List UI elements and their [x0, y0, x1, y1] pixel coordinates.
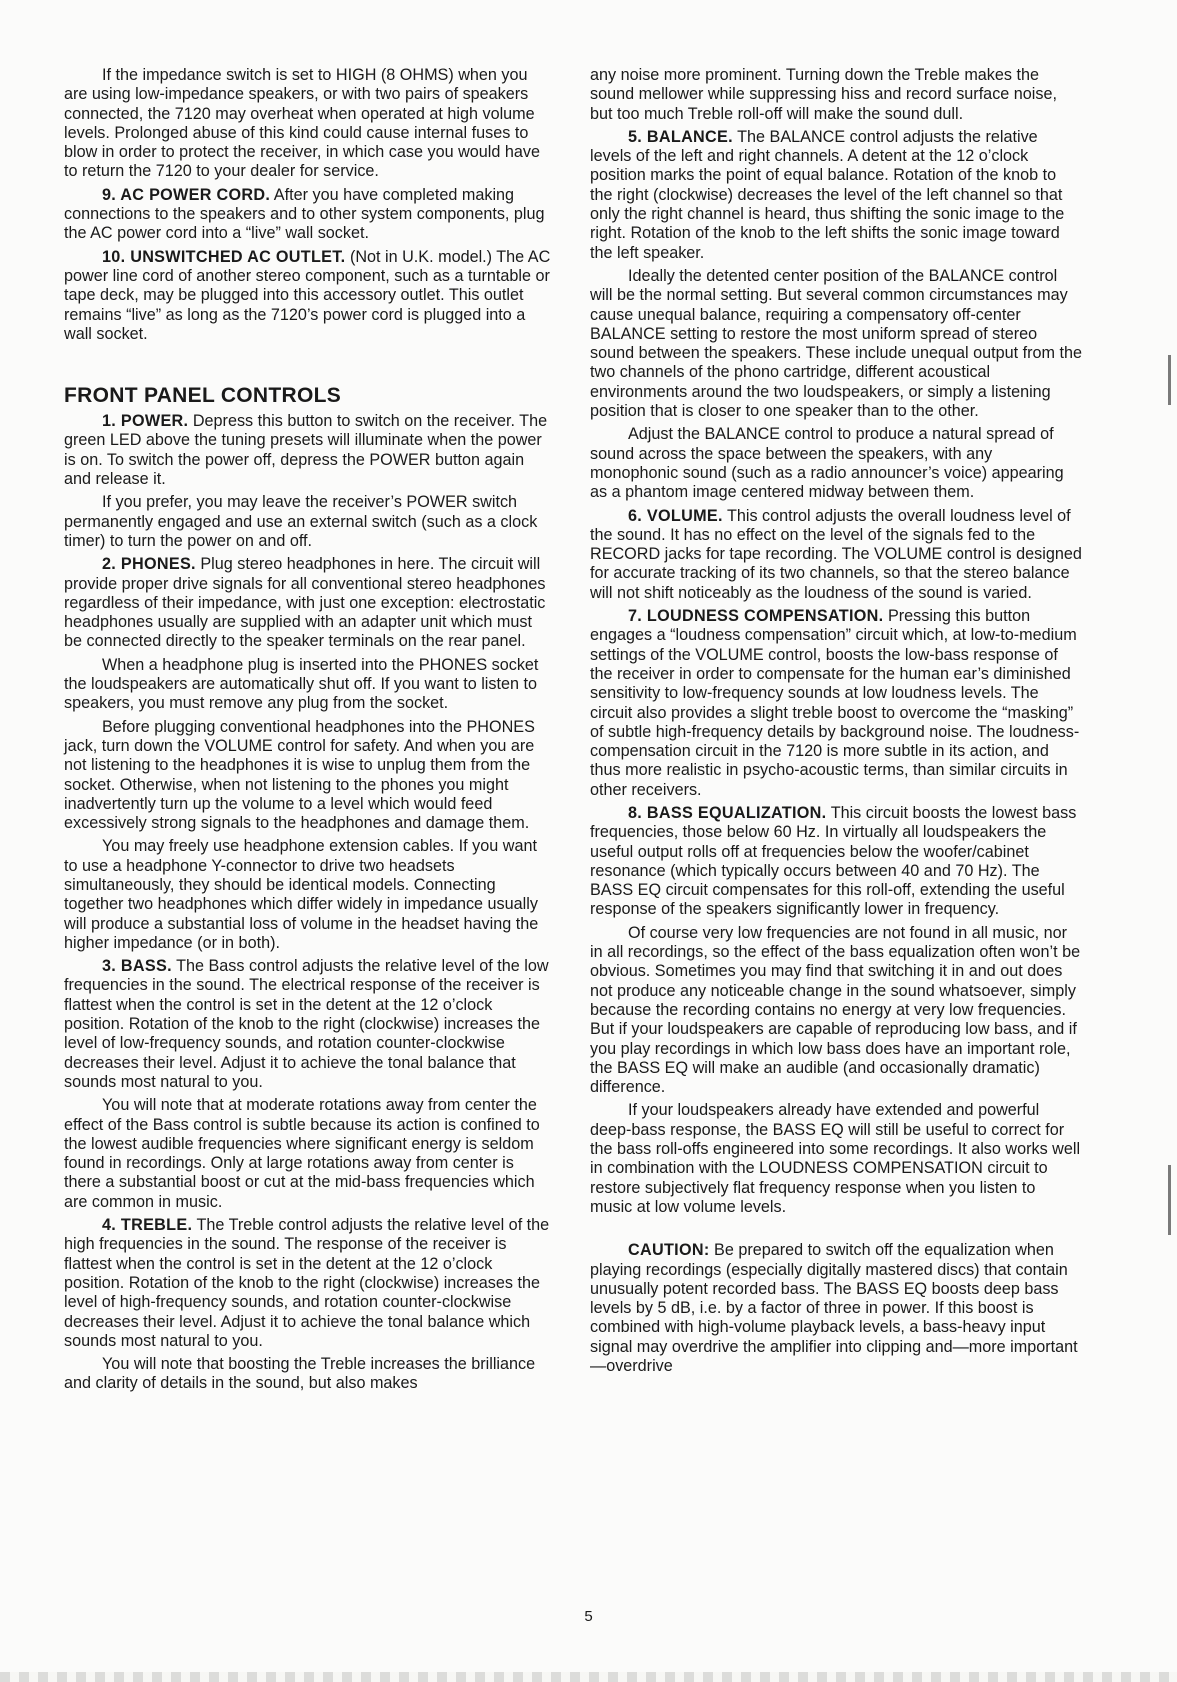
item-1-lead: 1. POWER. [102, 412, 189, 431]
paragraph-power-b: If you prefer, you may leave the receiver’s POWER switch permanently engaged and use an external switch (such as a clock timer) to turn the power on and off. [64, 493, 538, 550]
scan-bottom-strip [0, 1672, 1177, 1682]
paragraph-phones-d: You may freely use headphone extension cables. If you want to use a headphone Y-connector to drive two headsets simultaneously, they should be identical models. Connecting together two headphones which differ widely in impedance usually will produce a substantial loss of volume in the headset having the higher impedance (or in both). [64, 837, 539, 952]
paragraph-balance: 5. BALANCE. The BALANCE control adjusts the relative levels of the left and right channels. A detent at the 12 o’clock position marks the point of equal balance. Rotation of the knob to the right (clockwise) decreases the level of the left channel so that only the right channel is heard, thus shifting the sonic image to the right. Rotation of the knob to the left shifts the sonic image toward the left speaker. [590, 127, 1065, 262]
paragraph-impedance: If the impedance switch is set to HIGH (8 OHMS) when you are using low-impedance speakers, or with two pairs of speakers connected, the 7120 may overheat when operated at high volume levels. Prolonged abuse of this kind could cause internal fuses to blow in order to protect the receiver, in which case you would have to return the 7120 to your dealer for service. [64, 66, 540, 181]
paragraph-bass-eq: 8. BASS EQUALIZATION. This circuit boosts the lowest bass frequencies, those below 60 Hz. In virtually all loudspeakers the useful output rolls off at frequencies below the woofer/cabinet resonance (which typically occurs between 40 and 70 Hz). The BASS EQ circuit compensates for this roll-off, extending the useful response of the speakers significantly lower in frequency. [590, 803, 1077, 919]
item-2-lead: 2. PHONES. [102, 555, 196, 574]
paragraph-bass-eq-c: If your loudspeakers already have extended and powerful deep-bass response, the BASS EQ will still be useful to correct for the bass roll-offs engineered into some recordings. It also works well in combination with the LOUDNESS COMPENSATION circuit to restore subjectively flat frequency response when you listen to music at low volume levels. [590, 1101, 1081, 1216]
paragraph-ac-power-cord: 9. AC POWER CORD. After you have completed making connections to the speakers and to other system components, plug the AC power cord into a “live” wall socket. [64, 185, 545, 243]
paragraph-treble-b: You will note that boosting the Treble increases the brilliance and clarity of details in the sound, but also makes [64, 1355, 536, 1393]
item-6-lead: 6. VOLUME. [628, 506, 723, 525]
item-8-lead: 8. BASS EQUALIZATION. [628, 803, 827, 822]
paragraph-bass-b: You will note that at moderate rotations away from center the effect of the Bass control is subtle because its action is confined to the lowest audible frequencies where significant energy is seldom found in recordings. Only at large rotations away from center is there a substantial boost or cut at the mid-bass frequencies which are common in music. [64, 1096, 540, 1211]
paragraph-power: 1. POWER. Depress this button to switch on the receiver. The green LED above the tuning presets will illuminate when the power is on. To switch the power off, depress the POWER button again and release it. [64, 412, 548, 489]
paragraph-balance-c: Adjust the BALANCE control to produce a natural spread of sound across the space between the speakers, with any monophonic sound (such as a radio announcer’s voice) appearing as a phantom image centered midway between them. [590, 425, 1064, 502]
scan-edge-mark [1168, 1165, 1171, 1235]
paragraph-phones-b: When a headphone plug is inserted into the PHONES socket the loudspeakers are automatically shut off. If you want to listen to speakers, you must remove any plug from the socket. [64, 655, 539, 713]
paragraph-phones-c: Before plugging conventional headphones into the PHONES jack, turn down the VOLUME control for safety. And when you are not listening to the headphones it is wise to unplug them from the socket. Otherwise, when not listening to the phones you might inadvertently turn up the volume to a level which would feed excessively strong signals to the headphones and damage them. [64, 717, 535, 833]
item-5-lead: 5. BALANCE. [628, 127, 733, 146]
item-9-lead: 9. AC POWER CORD. [102, 185, 271, 204]
right-column [590, 66, 1082, 1376]
item-10-lead: 10. UNSWITCHED AC OUTLET. [102, 247, 346, 266]
paragraph-balance-b: Ideally the detented center position of the BALANCE control will be the normal setting. But several common circumstances may cause unequal balance, requiring a compensatory off-center BALANCE setting to restore the most uniform spread of stereo sound between the speakers. These include unequal output from the two channels of the phono cartridge, different acoustical environments around the two loudspeakers, or simply a listening position that is closer to one speaker than to the other. [590, 266, 1082, 421]
paragraph-treble-c: any noise more prominent. Turning down the Treble makes the sound mellower while suppressing hiss and record surface noise, but too much Treble roll-off will make the sound dull. [590, 66, 1057, 123]
page-number: 5 [584, 1608, 593, 1625]
caution-lead: CAUTION: [628, 1241, 710, 1260]
paragraph-loudness: 7. LOUDNESS COMPENSATION. Pressing this button engages a “loudness compensation” circuit which, at low-to-medium settings of the VOLUME control, boosts the low-bass response of the receiver in order to compensate for the human ear’s diminished sensitivity to low-frequency sounds at low loudness levels. The circuit also provides a slight treble boost to overcome the “masking” of subtle high-frequency details by background noise. The loudness-compensation circuit in the 7120 is more subtle in its action, and thus more realistic in psycho-acoustic terms, than similar circuits in other receivers. [590, 607, 1080, 799]
paragraph-phones: 2. PHONES. Plug stereo headphones in here. The circuit will provide proper drive signals for all conventional stereo headphones regardless of their impedance, with just one exception: electrostatic headphones usually are supplied with an adapter unit which must be connected directly to the speaker terminals on the rear panel. [64, 555, 546, 651]
paragraph-volume: 6. VOLUME. This control adjusts the overall loudness level of the sound. It has no effect on the level of the signals fed to the RECORD jacks for tape recording. The VOLUME control is designed for accurate tracking of its two channels, so that the stereo balance will not shift noticeably as the loudness of the sound is varied. [590, 506, 1082, 602]
item-4-lead: 4. TREBLE. [102, 1216, 193, 1235]
scan-edge-mark [1168, 355, 1171, 405]
item-3-lead: 3. BASS. [102, 957, 172, 976]
section-heading: FRONT PANEL CONTROLS [64, 384, 342, 408]
paragraph-treble: 4. TREBLE. The Treble control adjusts the relative level of the high frequencies in the sound. The response of the receiver is flattest when the control is set in the detent at the 12 o’clock position. Rotation of the knob to the right (clockwise) increases the level of high-frequency sounds, and rotation counter-clockwise decreases their level. Adjust it to achieve the tonal balance which sounds most natural to you. [64, 1216, 550, 1350]
left-column [64, 66, 554, 1394]
paragraph-bass: 3. BASS. The Bass control adjusts the relative level of the low frequencies in the sound. The electrical response of the receiver is flattest when the control is set in the detent at the 12 o’clock position. Rotation of the knob to the right (clockwise) increases the level of low-frequency sounds, and rotation counter-clockwise decreases their level. Adjust it to achieve the tonal balance that sounds most natural to you. [64, 957, 549, 1091]
paragraph-bass-eq-b: Of course very low frequencies are not found in all music, nor in all recordings, so the effect of the bass equalization often won’t be obvious. Sometimes you may find that switching it in and out does not produce any noticeable change in the sound whatsoever, simply because the recording contains no energy at very low frequencies. But if your loudspeakers are capable of reproducing low bass, and if you play recordings in which low bass does have an important role, the BASS EQ will make an audible (and occasionally dramatic) difference. [590, 923, 1081, 1097]
item-7-lead: 7. LOUDNESS COMPENSATION. [628, 607, 884, 626]
paragraph-unswitched-outlet: 10. UNSWITCHED AC OUTLET. (Not in U.K. model.) The AC power line cord of another stereo component, such as a turntable or tape deck, may be plugged into this accessory outlet. This outlet remains “live” as long as the 7120’s power cord is plugged into a wall socket. [64, 247, 551, 343]
paragraph-caution: CAUTION: Be prepared to switch off the equalization when playing recordings (especially digitally mastered discs) that contain unusually potent recorded bass. The BASS EQ boosts deep bass levels by 5 dB, i.e. by a factor of three in power. If this boost is combined with high-volume playback levels, a bass-heavy input signal may overdrive the amplifier into clipping and—more important—overdrive [590, 1241, 1078, 1375]
